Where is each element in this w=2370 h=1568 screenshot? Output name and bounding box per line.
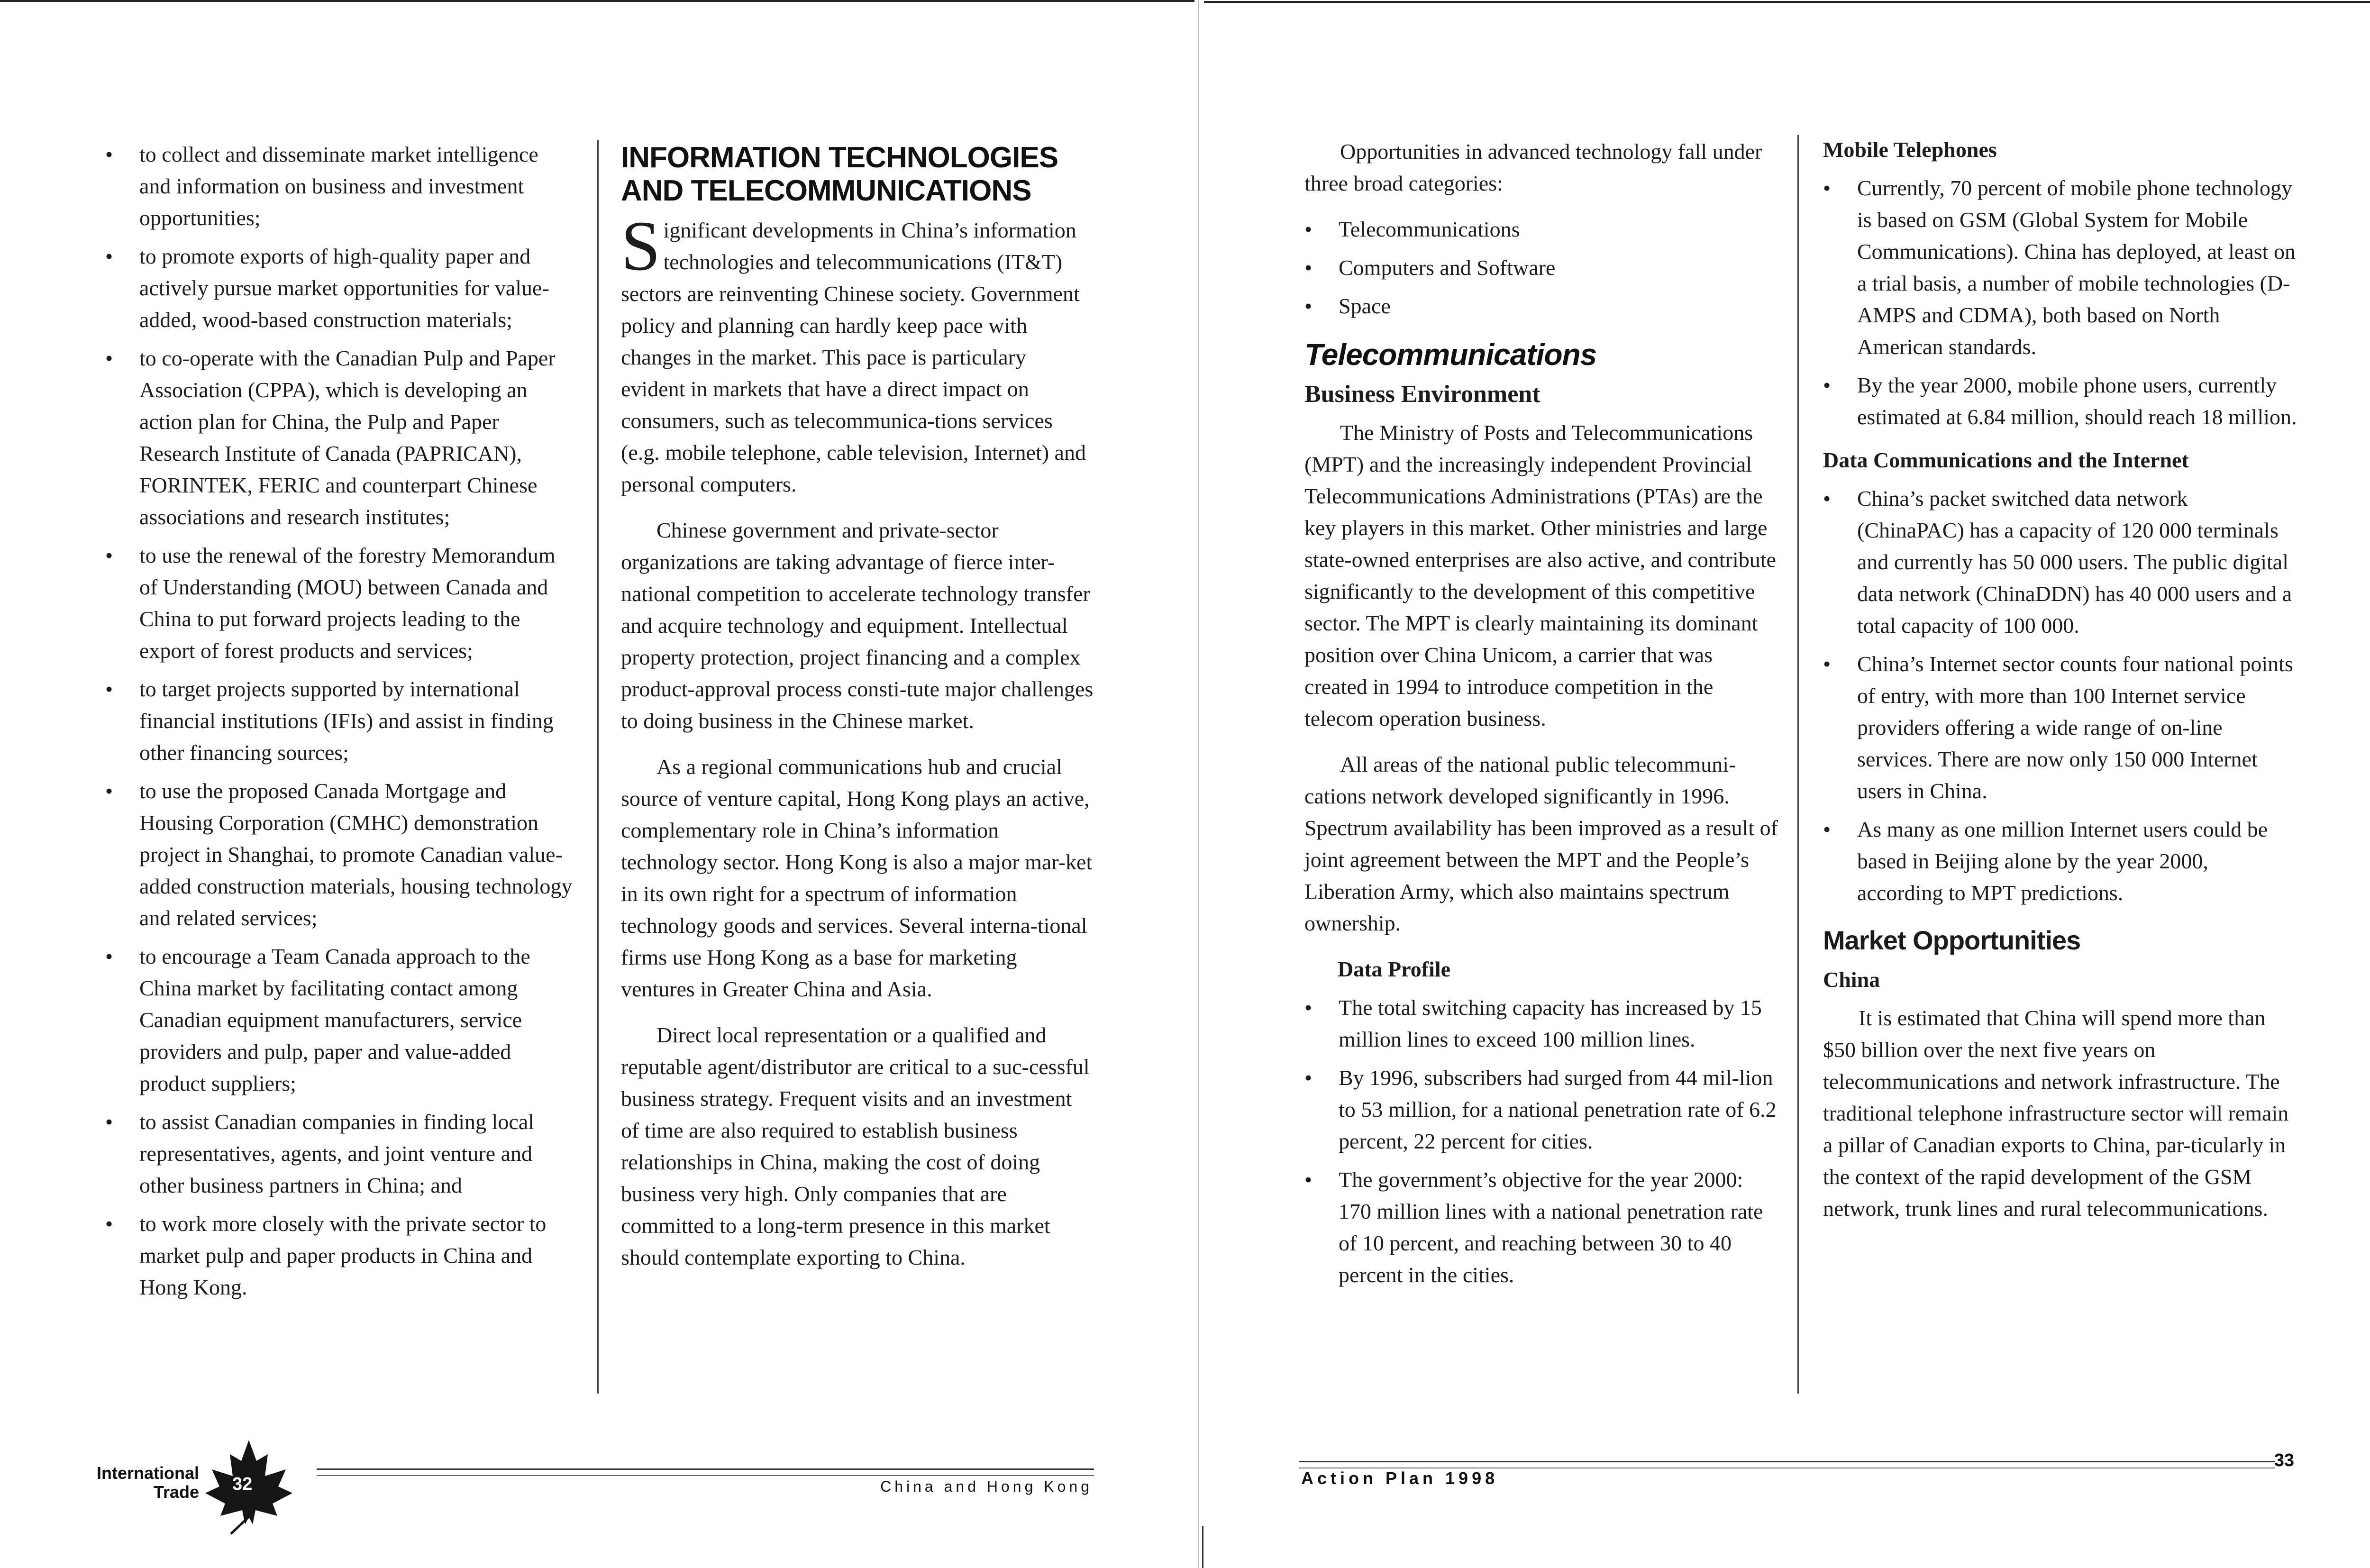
list-item: • to encourage a Team Canada approach to the China market by facilitating contact among Canadian equipment manufacturers, service providers and pulp, paper and value-added product suppliers; [105,940,574,1099]
right-page-number: 33 [2274,1450,2294,1470]
forestry-activities-list [105,138,574,1303]
itt-paragraph-3: As a regional communications hub and crucial source of venture capital, Hong Kong plays an active, complementary role in China’s information technology sector. Hong Kong is also a major mar-ket in its own right for a spectrum of information technology goods and services. Several interna-tional firms use Hong Kong as a base for marketing ventures in Greater China and Asia. [621,755,1093,1001]
top-edge-line-left [0,0,1194,2]
list-item: • China’s packet switched data network (ChinaPAC) has a capacity of 120 000 terminals and currently has 50 000 users. The public digital data network (ChinaDDN) has 40 000 users and a total capacity of 100 000. [1823,483,2297,641]
list-item: • to collect and disseminate market intelligence and information on business and investment opportunities; [105,138,574,234]
data-communications-list [1823,483,2297,909]
left-footer-rule-top [317,1468,1094,1470]
market-opportunities-heading: Market Opportunities [1823,925,2081,955]
list-item: • Telecommunications [1304,213,1778,245]
telecommunications-heading: Telecommunications [1304,337,1597,372]
itt-paragraph-1-text: ignificant developments in China’s information technologies and telecommunications (IT&T) sectors are reinventing Chinese society. Government policy and planning can hardly keep pace with changes in the market. This pace is particulary evident in markets that have a direct impact on consumers, such as telecommunica-tions services (e.g. mobile telephone, cable television, Internet) and personal computers. [621,218,1086,496]
list-item: • China’s Internet sector counts four national points of entry, with more than 100 Internet service providers offering a wide range of on-line services. There are now only 150 000 Internet users in China. [1823,648,2297,807]
left-page-number: 32 [232,1474,253,1494]
china-market-paragraph: It is estimated that China will spend more than $50 billion over the next five years on telecommunications and network infrastructure. The traditional telephone infrastructure sector will remain a pillar of Canadian exports to China, par-ticularly in the context of the rapid development of the GSM network, trunk lines and rural telecommunications. [1823,1006,2289,1221]
itt-article [621,141,1095,1287]
spine-line [1198,0,1199,1568]
international-trade-logo [85,1464,199,1502]
top-edge-line-right [1204,1,2370,3]
left-running-title: China and Hong Kong [880,1478,1093,1495]
list-item: • Currently, 70 percent of mobile phone technology is based on GSM (Global System for Mobile Communications). China has deployed, at least on a trial basis, a number of mobile technologies (D-AMPS and CDMA), both based on North American standards. [1823,172,2297,363]
list-item: • to work more closely with the private sector to market pulp and paper products in China and Hong Kong. [105,1208,574,1303]
itt-paragraph-2: Chinese government and private-sector organizations are taking advantage of fierce inter-national competition to accelerate technology transfer and acquire technology and equipment. Intellectual property protection, project financing and a complex product-approval process consti-tute major challenges to doing business in the Chinese market. [621,518,1094,733]
itt-paragraph-4: Direct local representation or a qualified and reputable agent/distributor are critical to a suc-cessful business strategy. Frequent visits and an investment of time are also required to establish business relationships in China, making the cost of doing business very high. Only companies that are committed to a long-term presence in this market should contemplate exporting to China. [621,1023,1090,1269]
data-communications-heading: Data Communications and the Internet [1823,448,2189,472]
list-item: • to assist Canadian companies in finding local representatives, agents, and joint venture and other business partners in China; and [105,1106,574,1201]
list-item: • The total switching capacity has increased by 15 million lines to exceed 100 million lines. [1304,992,1778,1055]
list-item: • The government’s objective for the year 2000: 170 million lines with a national penetration rate of 10 percent, and reaching between 30 to 40 percent in the cities. [1304,1164,1778,1291]
logo-text-line-1: International [96,1463,199,1483]
right-footer-rule-top [1299,1461,2275,1462]
logo-text-line-2: Trade [153,1482,199,1502]
china-heading: China [1823,967,1880,992]
right-page-column-divider [1797,135,1799,1394]
business-environment-paragraph-2: All areas of the national public telecommuni-cations network developed significantly in 1996. Spectrum availability has been improved as a result of joint agreement between the MPT and the People’s Liberation Army, which also maintains spectrum ownership. [1304,752,1778,935]
data-profile-list [1304,992,1778,1291]
mobile-telephones-list [1823,172,2297,433]
list-item: • to use the proposed Canada Mortgage and Housing Corporation (CMHC) demonstration project in Shanghai, to promote Canadian value-added construction materials, housing technology and related services; [105,775,574,934]
list-item: • By 1996, subscribers had surged from 44 mil-lion to 53 million, for a national penetration rate of 6.2 percent, 22 percent for cities. [1304,1062,1778,1157]
itt-heading-line-2: AND TELECOMMUNICATIONS [621,174,1031,207]
list-item: • As many as one million Internet users could be based in Beijing alone by the year 2000, according to MPT predictions. [1823,813,2297,909]
itt-paragraph-1 [621,207,1095,500]
list-item: • to target projects supported by international financial institutions (IFIs) and assist in finding other financing sources; [105,673,574,768]
right-page-column-1 [1304,136,1778,1297]
drop-cap: S [621,207,661,285]
left-page-bullet-column [105,138,574,1310]
list-item: • By the year 2000, mobile phone users, currently estimated at 6.84 million, should reach 18 million. [1823,369,2297,433]
left-page-column-divider [597,140,599,1394]
right-page-column-2 [1823,134,2297,1239]
list-item: • to promote exports of high-quality paper and actively pursue market opportunities for value-added, wood-based construction materials; [105,240,574,336]
list-item: • to co-operate with the Canadian Pulp and Paper Association (CPPA), which is developing an action plan for China, the Pulp and Paper Research Institute of Canada (PAPRICAN), FORINTEK, FERIC and counterpart Chinese associations and research institutes; [105,342,574,533]
advanced-technology-intro: Opportunities in advanced technology fall under three broad categories: [1304,139,1762,195]
business-environment-heading: Business Environment [1304,381,1540,408]
right-running-title: Action Plan 1998 [1301,1468,1499,1488]
bottom-spine-mark [1202,1526,1203,1568]
data-profile-heading: Data Profile [1338,957,1451,981]
list-item: • Space [1304,290,1778,322]
left-footer-rule-bottom [317,1475,1094,1476]
list-item: • Computers and Software [1304,252,1778,283]
technology-categories-list [1304,213,1778,322]
itt-heading-line-1: INFORMATION TECHNOLOGIES [621,141,1058,174]
business-environment-paragraph-1: The Ministry of Posts and Telecommunications (MPT) and the increasingly independent Provincial Telecommunications Administrations (PTAs) are the key players in this market. Other ministries and large state-owned enterprises are also active, and contribute significantly to the development of this competitive sector. The MPT is clearly maintaining its dominant position over China Unicom, a carrier that was created in 1994 to introduce competition in the telecom operation business. [1304,420,1776,730]
list-item: • to use the renewal of the forestry Memorandum of Understanding (MOU) between Canada and China to put forward projects leading to the export of forest products and services; [105,539,574,666]
itt-heading [621,141,1095,208]
mobile-telephones-heading: Mobile Telephones [1823,137,1997,162]
